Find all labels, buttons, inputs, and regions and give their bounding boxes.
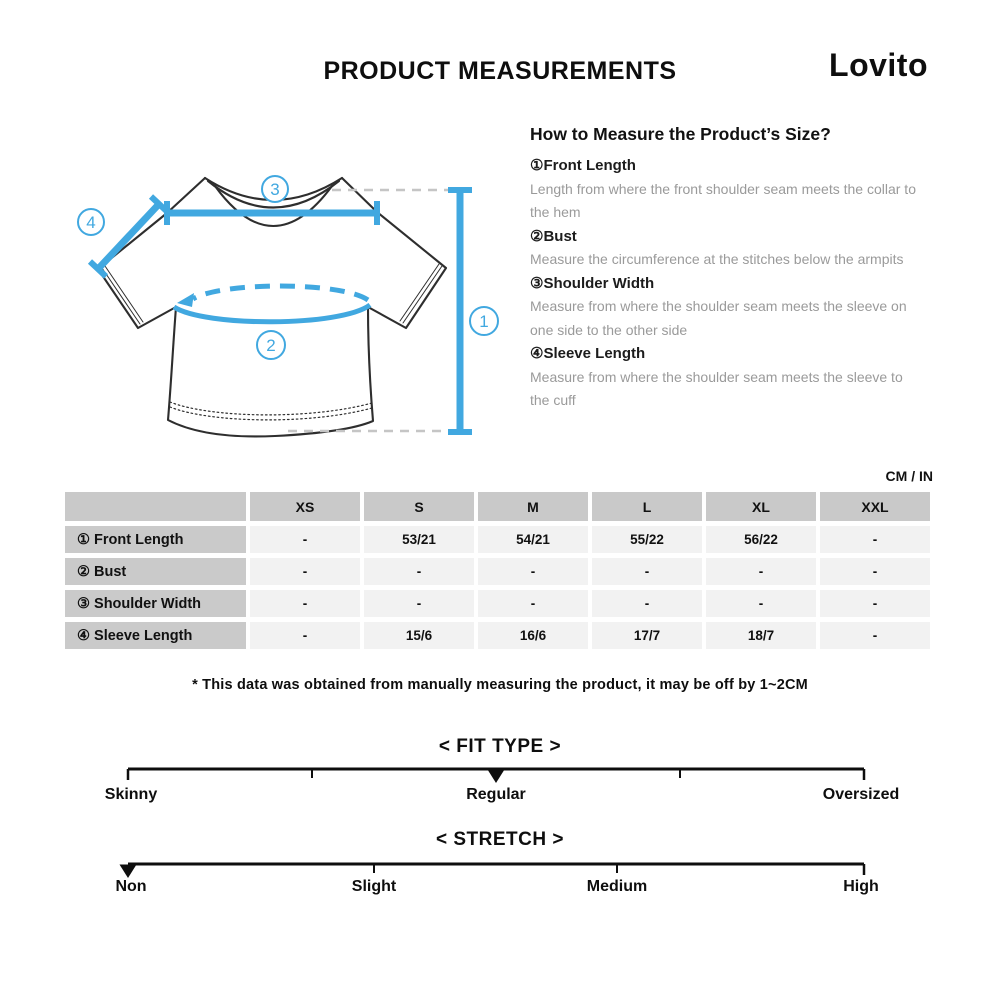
diagram-number-badges bbox=[78, 176, 498, 359]
cell-bust-xxl: - bbox=[820, 558, 930, 585]
tshirt-measurement-diagram bbox=[60, 150, 520, 470]
fit-type-scale bbox=[100, 758, 900, 788]
badge-3: 3 bbox=[270, 180, 280, 199]
measure-item-shoulder-width bbox=[530, 273, 922, 343]
badge-4: 4 bbox=[86, 213, 96, 232]
header-xxl: XXL bbox=[820, 492, 930, 521]
header-l: L bbox=[592, 492, 702, 521]
item-1-description: Length from where the front shoulder seam meets the collar to the hem bbox=[530, 180, 916, 221]
fit-label-skinny: Skinny bbox=[104, 786, 158, 803]
size-table-header-row bbox=[65, 492, 930, 521]
cell-front-length-xs: - bbox=[250, 526, 360, 553]
how-to-measure-title: How to Measure the Product’s Size? bbox=[530, 124, 831, 144]
size-table bbox=[61, 487, 934, 654]
cell-shoulder-width-l: - bbox=[592, 590, 702, 617]
brand-logo: Lovito bbox=[829, 47, 928, 83]
cell-front-length-xxl: - bbox=[820, 526, 930, 553]
item-4-number: ④ bbox=[530, 345, 544, 363]
cell-shoulder-width-m: - bbox=[478, 590, 588, 617]
fit-label-regular: Regular bbox=[466, 786, 526, 803]
cell-sleeve-length-l: 17/7 bbox=[592, 622, 702, 649]
header-xl: XL bbox=[706, 492, 816, 521]
row-label-front-length: ① Front Length bbox=[65, 526, 246, 553]
table-row-shoulder-width bbox=[65, 590, 930, 617]
table-row-front-length bbox=[65, 526, 930, 553]
cell-front-length-s: 53/21 bbox=[364, 526, 474, 553]
cell-bust-s: - bbox=[364, 558, 474, 585]
cell-shoulder-width-s: - bbox=[364, 590, 474, 617]
row-label-bust: ② Bust bbox=[65, 558, 246, 585]
header-xs: XS bbox=[250, 492, 360, 521]
item-4-name: Sleeve Length bbox=[543, 345, 646, 363]
cell-shoulder-width-xs: - bbox=[250, 590, 360, 617]
cell-bust-l: - bbox=[592, 558, 702, 585]
cell-sleeve-length-xxl: - bbox=[820, 622, 930, 649]
stretch-label-non: Non bbox=[115, 878, 147, 895]
fit-type-labels bbox=[100, 786, 900, 806]
stretch-marker bbox=[120, 865, 137, 879]
fit-type-title: < FIT TYPE > bbox=[438, 736, 562, 757]
cell-shoulder-width-xxl: - bbox=[820, 590, 930, 617]
item-1-number: ① bbox=[530, 157, 544, 174]
bust-line-dashed bbox=[193, 286, 368, 300]
page-title: PRODUCT MEASUREMENTS bbox=[323, 57, 677, 85]
item-3-number: ③ bbox=[530, 274, 544, 292]
row-label-sleeve-length: ④ Sleeve Length bbox=[65, 622, 246, 649]
badge-1: 1 bbox=[479, 312, 489, 331]
cell-sleeve-length-m: 16/6 bbox=[478, 622, 588, 649]
stretch-label-slight: Slight bbox=[351, 878, 397, 895]
bust-arrow bbox=[177, 293, 194, 307]
cell-sleeve-length-xs: - bbox=[250, 622, 360, 649]
row-label-shoulder-width: ③ Shoulder Width bbox=[65, 590, 246, 617]
sleeve-length-line bbox=[98, 204, 159, 269]
table-row-sleeve-length bbox=[65, 622, 930, 649]
stretch-labels bbox=[100, 878, 900, 898]
stretch-label-high: High bbox=[843, 878, 879, 895]
header-m: M bbox=[478, 492, 588, 521]
bust-line-solid bbox=[174, 305, 370, 322]
measure-item-front-length bbox=[530, 155, 922, 225]
cell-sleeve-length-xl: 18/7 bbox=[706, 622, 816, 649]
item-4-description: Measure from where the shoulder seam meets the sleeve to the cuff bbox=[530, 368, 903, 409]
item-2-description: Measure the circumference at the stitches below the armpits bbox=[530, 251, 904, 268]
stretch-label-medium: Medium bbox=[586, 878, 648, 895]
item-1-name: Front Length bbox=[543, 157, 636, 174]
cell-sleeve-length-s: 15/6 bbox=[364, 622, 474, 649]
fit-type-marker bbox=[488, 770, 505, 784]
cell-bust-xs: - bbox=[250, 558, 360, 585]
cell-front-length-m: 54/21 bbox=[478, 526, 588, 553]
item-3-name: Shoulder Width bbox=[543, 274, 655, 292]
cell-front-length-xl: 56/22 bbox=[706, 526, 816, 553]
header-empty bbox=[65, 492, 246, 521]
measurement-disclaimer-note: * This data was obtained from manually measuring the product, it may be off by 1~2CM bbox=[192, 677, 808, 693]
how-to-measure-section bbox=[530, 124, 922, 414]
item-3-description: Measure from where the shoulder seam meets the sleeve on one side to the other side bbox=[530, 298, 907, 338]
cell-bust-m: - bbox=[478, 558, 588, 585]
header-s: S bbox=[364, 492, 474, 521]
fit-label-oversized: Oversized bbox=[822, 786, 900, 803]
cell-shoulder-width-xl: - bbox=[706, 590, 816, 617]
item-2-name: Bust bbox=[543, 227, 577, 245]
cell-front-length-l: 55/22 bbox=[592, 526, 702, 553]
measure-item-bust bbox=[530, 226, 922, 272]
cell-bust-xl: - bbox=[706, 558, 816, 585]
stretch-title: < STRETCH > bbox=[436, 829, 564, 850]
units-label: CM / IN bbox=[885, 468, 933, 484]
badge-2: 2 bbox=[266, 336, 276, 355]
table-row-bust bbox=[65, 558, 930, 585]
item-2-number: ② bbox=[530, 227, 544, 245]
measure-item-sleeve-length bbox=[530, 343, 922, 413]
